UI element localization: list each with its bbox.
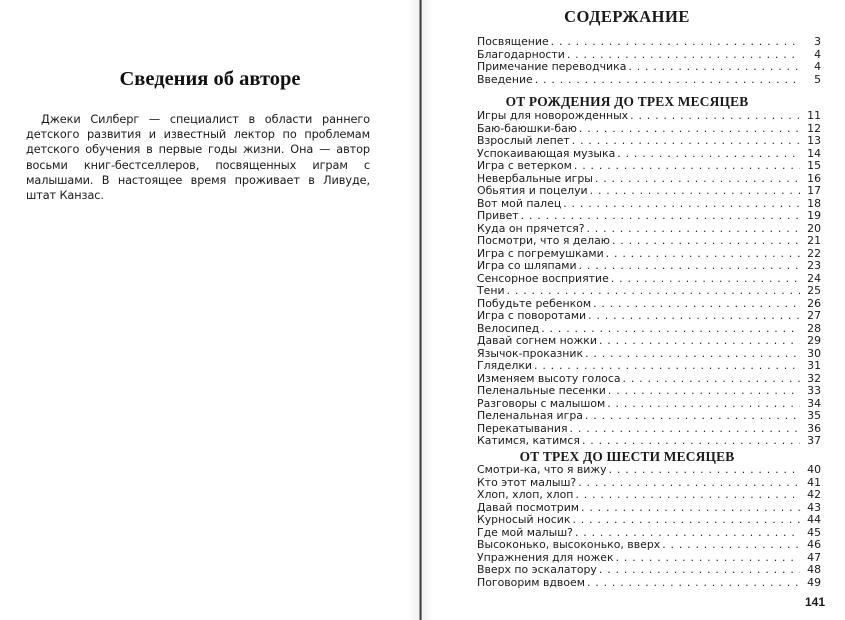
toc-dot-leader [575, 489, 800, 502]
toc-dot-leader [595, 173, 800, 186]
toc-entry-label: Игра с погремушками [477, 246, 604, 260]
toc-dot-leader [582, 435, 800, 448]
toc-entry-label: Катимся, катимся [477, 434, 580, 447]
toc-dot-leader [578, 477, 800, 490]
toc-entry-page: 4 [814, 47, 821, 61]
toc-entry-label: Игра с поворотами [477, 309, 587, 322]
toc-dot-leader [534, 360, 800, 373]
toc-entry [477, 489, 821, 502]
toc-entry-page: 32 [807, 371, 821, 385]
toc-entry-page: 25 [807, 284, 821, 297]
toc-entry-label: Язычок-проказник [477, 346, 584, 360]
toc-entry-label: Давай посмотрим [477, 500, 580, 514]
toc-entry-page: 42 [807, 488, 821, 501]
toc-dot-leader [581, 502, 800, 515]
toc-entry-page: 35 [807, 409, 821, 422]
toc-dot-leader [628, 61, 800, 74]
toc-section-title: ОТ ТРЕХ ДО ШЕСТИ МЕСЯЦЕВ [519, 449, 735, 464]
toc-entry-label: Куда он прячется? [477, 221, 585, 235]
toc-entry-label: Посмотри, что я делаю [477, 234, 610, 247]
toc-dot-leader [599, 564, 800, 577]
toc-entry-label: Смотри-ка, что я вижу [477, 463, 607, 476]
toc-entry-label: Упражнения для ножек [477, 550, 614, 564]
toc-entry-label: Высоконько, высоконько, вверх [477, 538, 661, 551]
toc-entry-label: Игра с ветерком [477, 159, 572, 172]
toc-entry [477, 135, 821, 148]
toc-entry-label: Тени [477, 284, 505, 297]
toc-entry [477, 310, 821, 323]
toc-entry-label: Примечание переводчика [477, 60, 627, 73]
toc-dot-leader [572, 135, 800, 148]
toc-entry-page: 14 [807, 146, 821, 160]
toc-dot-leader [535, 74, 800, 87]
toc-entry [477, 435, 821, 448]
toc-section-list [477, 464, 821, 589]
page-number: 141 [804, 595, 825, 609]
toc-dot-leader [599, 335, 800, 348]
toc-entry-page: 34 [807, 396, 821, 410]
toc-dot-leader [623, 373, 801, 386]
toc-entry-label: Игра со шляпами [477, 259, 577, 272]
toc-entry-page: 49 [807, 575, 821, 589]
toc-entry-page: 3 [814, 35, 821, 48]
toc-title: СОДЕРЖАНИЕ [564, 7, 690, 26]
author-section-title: Сведения об авторе [119, 68, 301, 90]
toc-entry [477, 577, 821, 590]
toc-dot-leader [521, 210, 800, 223]
toc-entry [477, 235, 821, 248]
toc-entry-label: Баю-баюшки-баю [477, 121, 577, 135]
toc-entry-page: 45 [807, 525, 821, 539]
toc-entry-page: 16 [807, 171, 821, 185]
toc-entry [477, 335, 821, 348]
toc-entry-page: 13 [807, 134, 821, 147]
toc-entry-page: 23 [807, 259, 821, 272]
toc-entry-page: 24 [807, 271, 821, 285]
toc-entry [477, 285, 821, 298]
toc-dot-leader [607, 398, 800, 411]
toc-entry-page: 19 [807, 209, 821, 222]
toc-entry-page: 40 [807, 463, 821, 476]
toc-entry [477, 514, 821, 527]
toc-entry-page: 44 [807, 513, 821, 526]
toc-section-list [477, 110, 821, 448]
toc-entry-label: Побудьте ребенком [477, 296, 592, 310]
toc-entry [477, 273, 821, 286]
toc-dot-leader [588, 310, 800, 323]
toc-dot-leader [611, 273, 800, 286]
right-page [422, 0, 845, 620]
toc-dot-leader [586, 223, 800, 236]
toc-entry-label: Хлоп, хлоп, хлоп [477, 488, 574, 501]
author-bio-paragraph: Джеки Силберг — специалист в области раннего детского развития и известный лектор по проблемам детского обучения в первые годы жизни. Она — автор восьми книг-бестселлеров, посвященных играм с малышами. В настоящее время проживает в Ливуде, штат Канзас. [26, 113, 370, 203]
toc-entry-label: Невербальные игры [477, 171, 593, 185]
toc-entry-label: Обьятия и поцелуи [477, 184, 588, 197]
toc-entry-page: 33 [807, 384, 821, 397]
toc-dot-leader [616, 552, 800, 565]
toc-entry [477, 464, 821, 477]
toc-dot-leader [570, 423, 800, 436]
toc-entry-page: 20 [807, 221, 821, 235]
toc-entry-page: 46 [807, 538, 821, 551]
toc-entry-label: Игры для новорожденных [477, 109, 629, 122]
toc-entry-label: Разговоры с малышом [477, 396, 606, 410]
toc-entry-label: Успокаивающая музыка [477, 146, 616, 160]
toc-dot-leader [507, 285, 800, 298]
toc-dot-leader [572, 514, 800, 527]
toc-entry-label: Где мой малыш? [477, 525, 573, 539]
toc-dot-leader [612, 235, 800, 248]
toc-entry-page: 21 [807, 234, 821, 247]
toc-entry [477, 198, 821, 211]
toc-entry-page: 17 [807, 184, 821, 197]
toc-entry-page: 15 [807, 159, 821, 172]
toc-entry-page: 43 [807, 500, 821, 514]
toc-dot-leader [587, 577, 800, 590]
toc-entry [477, 160, 821, 173]
toc-front-matter [477, 36, 821, 86]
toc-entry-label: Пеленальная игра [477, 409, 583, 422]
toc-entry [477, 210, 821, 223]
toc-dot-leader [579, 123, 800, 136]
toc-dot-leader [585, 410, 800, 423]
toc-entry-label: Посвящение [477, 35, 549, 48]
toc-dot-leader [590, 185, 800, 198]
toc-entry-page: 47 [807, 550, 821, 564]
toc-entry-page: 22 [807, 246, 821, 260]
toc-entry [477, 360, 821, 373]
toc-entry-page: 48 [807, 563, 821, 576]
toc-entry [477, 564, 821, 577]
toc-entry-label: Изменяем высоту голоса [477, 371, 621, 385]
left-page [0, 0, 420, 620]
toc-entry-page: 30 [807, 346, 821, 360]
toc-entry [477, 74, 821, 87]
toc-entry-page: 12 [807, 121, 821, 135]
toc-entry [477, 260, 821, 273]
toc-entry-label: Перекатывания [477, 421, 568, 435]
toc-dot-leader [617, 148, 800, 161]
toc-entry-label: Взрослый лепет [477, 134, 570, 147]
toc-entry [477, 61, 821, 74]
toc-dot-leader [574, 160, 800, 173]
toc-entry-page: 11 [807, 109, 821, 122]
toc-entry-page: 36 [807, 421, 821, 435]
toc-entry-label: Введение [477, 72, 533, 86]
toc-entry [477, 110, 821, 123]
toc-entry-page: 29 [807, 334, 821, 347]
toc-entry-label: Кто этот малыш? [477, 475, 577, 489]
toc-entry-label: Вверх по эскалатору [477, 563, 597, 576]
toc-entry-page: 5 [814, 72, 821, 86]
toc-entry [477, 36, 821, 49]
toc-entry-page: 31 [807, 359, 821, 372]
toc-entry-label: Благодарности [477, 47, 565, 61]
toc-entry-label: Курносый носик [477, 513, 571, 526]
toc-dot-leader [630, 110, 800, 123]
toc-dot-leader [551, 36, 800, 49]
toc-entry-page: 27 [807, 309, 821, 322]
toc-section-title: ОТ РОЖДЕНИЯ ДО ТРЕХ МЕСЯЦЕВ [505, 94, 749, 109]
toc-dot-leader [662, 539, 800, 552]
toc-entry-label: Гляделки [477, 359, 533, 372]
toc-entry-label: Привет [477, 209, 519, 222]
toc-entry-page: 28 [807, 321, 821, 335]
toc-dot-leader [585, 348, 800, 361]
toc-dot-leader [593, 298, 800, 311]
toc-entry [477, 385, 821, 398]
toc-dot-leader [606, 248, 800, 261]
toc-dot-leader [579, 260, 800, 273]
toc-dot-leader [608, 385, 800, 398]
toc-entry-page: 26 [807, 296, 821, 310]
toc-entry [477, 539, 821, 552]
toc-entry [477, 410, 821, 423]
toc-entry-label: Давай согнем ножки [477, 334, 597, 347]
toc-entry-label: Вот мой палец [477, 196, 562, 210]
toc-entry-label: Велосипед [477, 321, 540, 335]
toc-entry-page: 18 [807, 196, 821, 210]
toc-dot-leader [609, 464, 800, 477]
toc-entry-label: Поговорим вдвоем [477, 575, 585, 589]
toc-entry-label: Сенсорное восприятие [477, 271, 609, 285]
toc-dot-leader [563, 198, 800, 211]
toc-entry-page: 41 [807, 475, 821, 489]
toc-entry-label: Пеленальные песенки [477, 384, 606, 397]
toc-entry-page: 37 [807, 434, 821, 447]
toc-entry [477, 185, 821, 198]
toc-entry-page: 4 [814, 60, 821, 73]
